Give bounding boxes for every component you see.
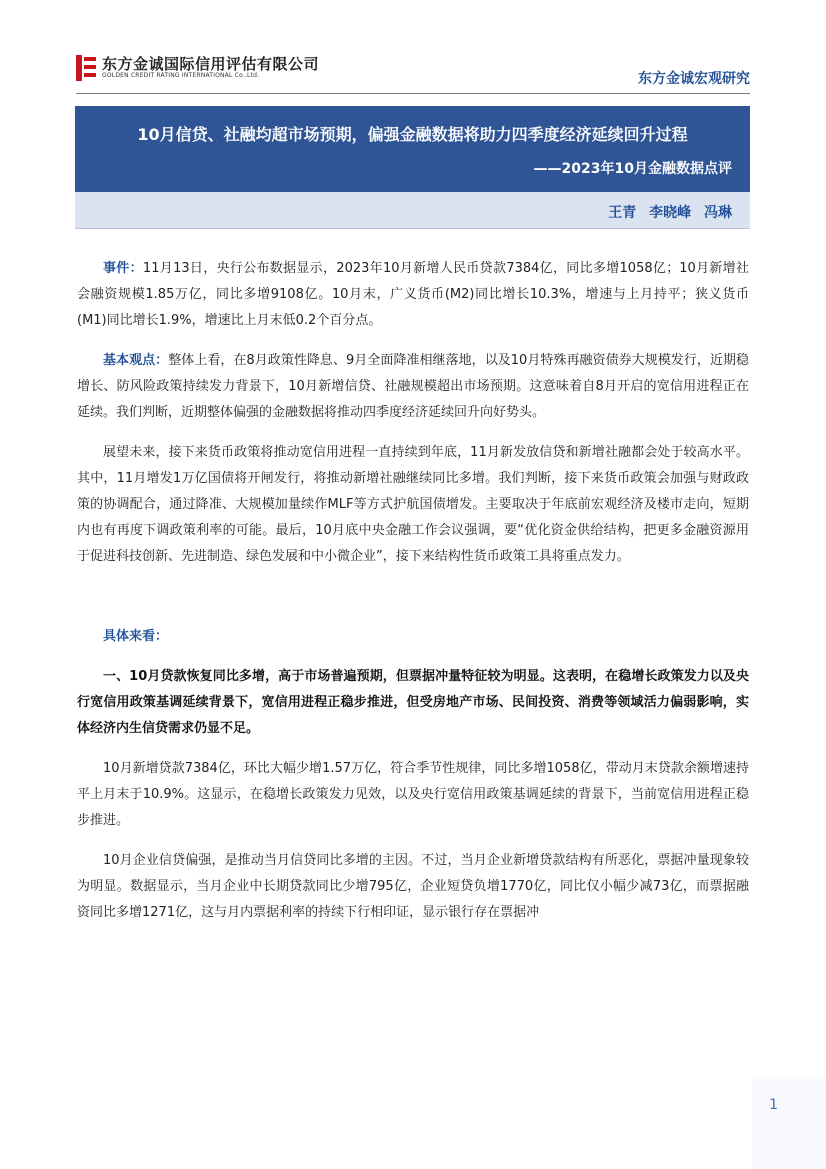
view-paragraph [77, 348, 749, 426]
page-header [0, 0, 826, 100]
header-divider [76, 93, 750, 94]
page-number: 1 [769, 1097, 778, 1113]
report-title: 10月信贷、社融均超市场预期，偏强金融数据将助力四季度经济延续回升过程 [137, 125, 688, 144]
detail-heading: 具体来看： [103, 629, 169, 644]
view-label: 基本观点： [103, 353, 169, 368]
page-corner [752, 1077, 826, 1169]
brand-label: 东方金诚宏观研究 [638, 71, 750, 87]
event-text: 11月13日，央行公布数据显示，2023年10月新增人民币贷款7384亿，同比多增1058亿；10月新增社会融资规模1.85万亿，同比多增9108亿。10月末，广义货币(M2)同比增长10.3%，增速与上月持平；狭义货币(M1)同比增长1.9%，增速比上月末低0.2个百分点。 [77, 261, 749, 328]
logo-name-cn: 东方金诚国际信用评估有限公司 [102, 54, 320, 73]
point-one: 一、10月贷款恢复同比多增，高于市场普遍预期，但票据冲量特征较为明显。这表明，在稳增长政策发力以及央行宽信用政策基调延续背景下，宽信用进程正稳步推进，但受房地产市场、民间投资、消费等领域活力偏弱影响，实体经济内生信贷需求仍显不足。 [77, 669, 749, 736]
authors: 王青 李晓峰 冯琳 [608, 205, 732, 221]
corporate-paragraph: 10月企业信贷偏强，是推动当月信贷同比多增的主因。不过，当月企业新增贷款结构有所恶化，票据冲量现象较为明显。数据显示，当月企业中长期贷款同比少增795亿，企业短贷负增1770亿，同比仅小幅少减73亿，而票据融资同比多增1271亿，这与月内票据利率的持续下行相印证，显示银行存在票据冲 [77, 853, 749, 920]
logo-name-en: GOLDEN CREDIT RATING INTERNATIONAL Co.,Ltd. [102, 71, 260, 79]
event-label: 事件： [103, 261, 143, 276]
outlook-paragraph: 展望未来，接下来货币政策将推动宽信用进程一直持续到年底，11月新发放信贷和新增社融都会处于较高水平。其中，11月增发1万亿国债将开闸发行，将推动新增社融继续同比多增。我们判断，接下来货币政策会加强与财政政策的协调配合，通过降准、大规模加量续作MLF等方式护航国债增发。主要取决于年底前宏观经济及楼市走向，短期内也有再度下调政策利率的可能。最后，10月底中央金融工作会议强调，要“优化资金供给结构，把更多金融资源用于促进科技创新、先进制造、绿色发展和中小微企业”，接下来结构性货币政策工具将重点发力。 [77, 445, 749, 564]
company-logo [76, 55, 319, 81]
report-subtitle: ——2023年10月金融数据点评 [533, 161, 732, 177]
view-text: 整体上看，在8月政策性降息、9月全面降准相继落地，以及10月特殊再融资债券大规模发行，近期稳增长、防风险政策持续发力背景下，10月新增信贷、社融规模超出市场预期。这意味着自8月开启的宽信用进程正在延续。我们判断，近期整体偏强的金融数据将推动四季度经济延续回升向好势头。 [77, 353, 749, 420]
report-body [77, 256, 749, 926]
event-paragraph [77, 256, 749, 334]
title-banner [75, 106, 750, 192]
authors-bar [75, 192, 750, 229]
loans-paragraph: 10月新增贷款7384亿，环比大幅少增1.57万亿，符合季节性规律，同比多增1058亿，带动月末贷款余额增速持平上月末于10.9%。这显示，在稳增长政策发力见效，以及央行宽信用政策基调延续的背景下，当前宽信用进程正稳步推进。 [77, 761, 749, 828]
logo-mark-icon [76, 55, 96, 81]
